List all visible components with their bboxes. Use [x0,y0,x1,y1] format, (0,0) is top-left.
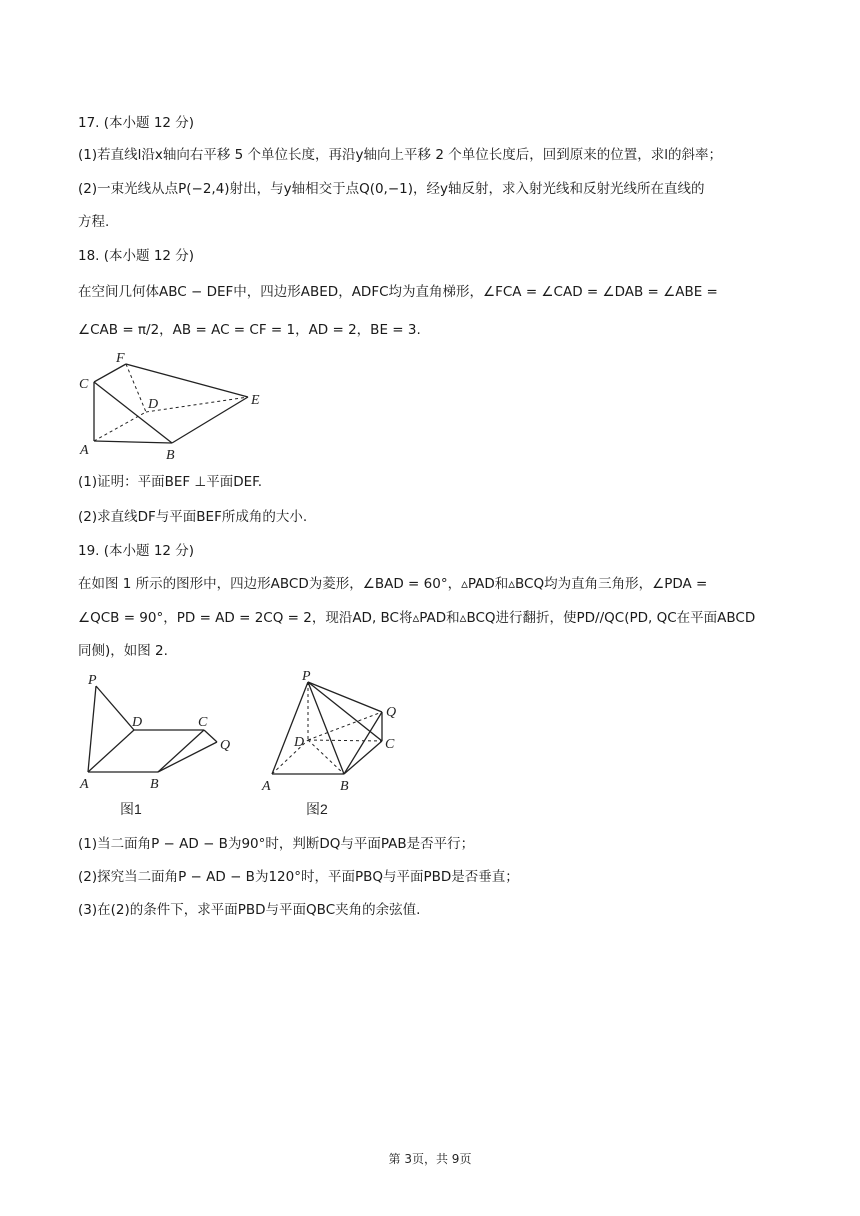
q18-label-D: D [148,397,159,412]
q17-part1: (1)若直线l沿x轴向右平移 5 个单位长度，再沿y轴向上平移 2 个单位长度后，回到原来的位置，求l的斜率； [78,147,722,163]
page-footer: 第 3页，共 9页 [388,1152,472,1166]
q18-label-B: B [166,448,175,461]
q19-part2: (2)探究当二面角P − AD − B为120°时，平面PBQ与平面PBD是否垂直； [78,869,519,885]
q19-figure-2 [258,668,418,820]
q19-intro-line3: 同侧)，如图 2. [78,643,168,659]
q18-label-E: E [251,393,260,408]
fig1-label-A: A [80,777,89,792]
q18-heading: 18. (本小题 12 分) [78,248,195,264]
q19-part1: (1)当二面角P − AD − B为90°时，判断DQ与平面PAB是否平行； [78,836,475,852]
q18-part2: (2)求直线DF与平面BEF所成角的大小. [78,509,308,525]
fig2-label-A: A [262,779,271,794]
fig2-label-B: B [340,779,349,794]
q18-intro-line2: ∠CAB = π/2，AB = AC = CF = 1，AD = 2，BE = 3. [78,322,421,338]
fig1-label-Q: Q [220,738,231,753]
q19-heading: 19. (本小题 12 分) [78,543,195,559]
q17-heading: 17. (本小题 12 分) [78,115,195,131]
fig1-caption: 图1 [120,801,142,817]
q19-part3: (3)在(2)的条件下，求平面PBD与平面QBC夹角的余弦值. [78,902,421,918]
fig1-label-B: B [150,777,159,792]
q19-intro-line1: 在如图 1 所示的图形中，四边形ABCD为菱形，∠BAD = 60°，▵PAD和▵BCQ均为直角三角形，∠PDA = [78,576,708,592]
q18-label-C: C [79,377,89,392]
fig2-label-Q: Q [386,705,397,720]
q18-label-F: F [116,351,125,366]
q18-intro-line1: 在空间几何体ABC − DEF中，四边形ABED，ADFC均为直角梯形，∠FCA = ∠CAD = ∠DAB = ∠ABE = [78,284,718,300]
fig1-label-P: P [88,673,97,688]
q18-figure [74,346,274,461]
q17-part2-line1: (2)一束光线从点P(−2,4)射出，与y轴相交于点Q(0,−1)，经y轴反射，求入射光线和反射光线所在直线的 [78,181,705,197]
fig2-label-C: C [385,737,395,752]
fig1-label-C: C [198,715,208,730]
q18-part1: (1)证明：平面BEF ⊥平面DEF. [78,474,263,490]
fig2-caption: 图2 [306,801,328,817]
fig1-label-D: D [132,715,143,730]
fig2-label-D: D [294,735,305,750]
q18-label-A: A [80,443,89,458]
q19-intro-line2: ∠QCB = 90°，PD = AD = 2CQ = 2，现沿AD, BC将▵PAD和▵BCQ进行翻折，使PD//QC(PD, QC在平面ABCD [78,610,756,626]
fig2-label-P: P [302,669,311,684]
q17-part2-line2: 方程. [78,214,110,230]
q19-figure-1 [74,668,244,820]
